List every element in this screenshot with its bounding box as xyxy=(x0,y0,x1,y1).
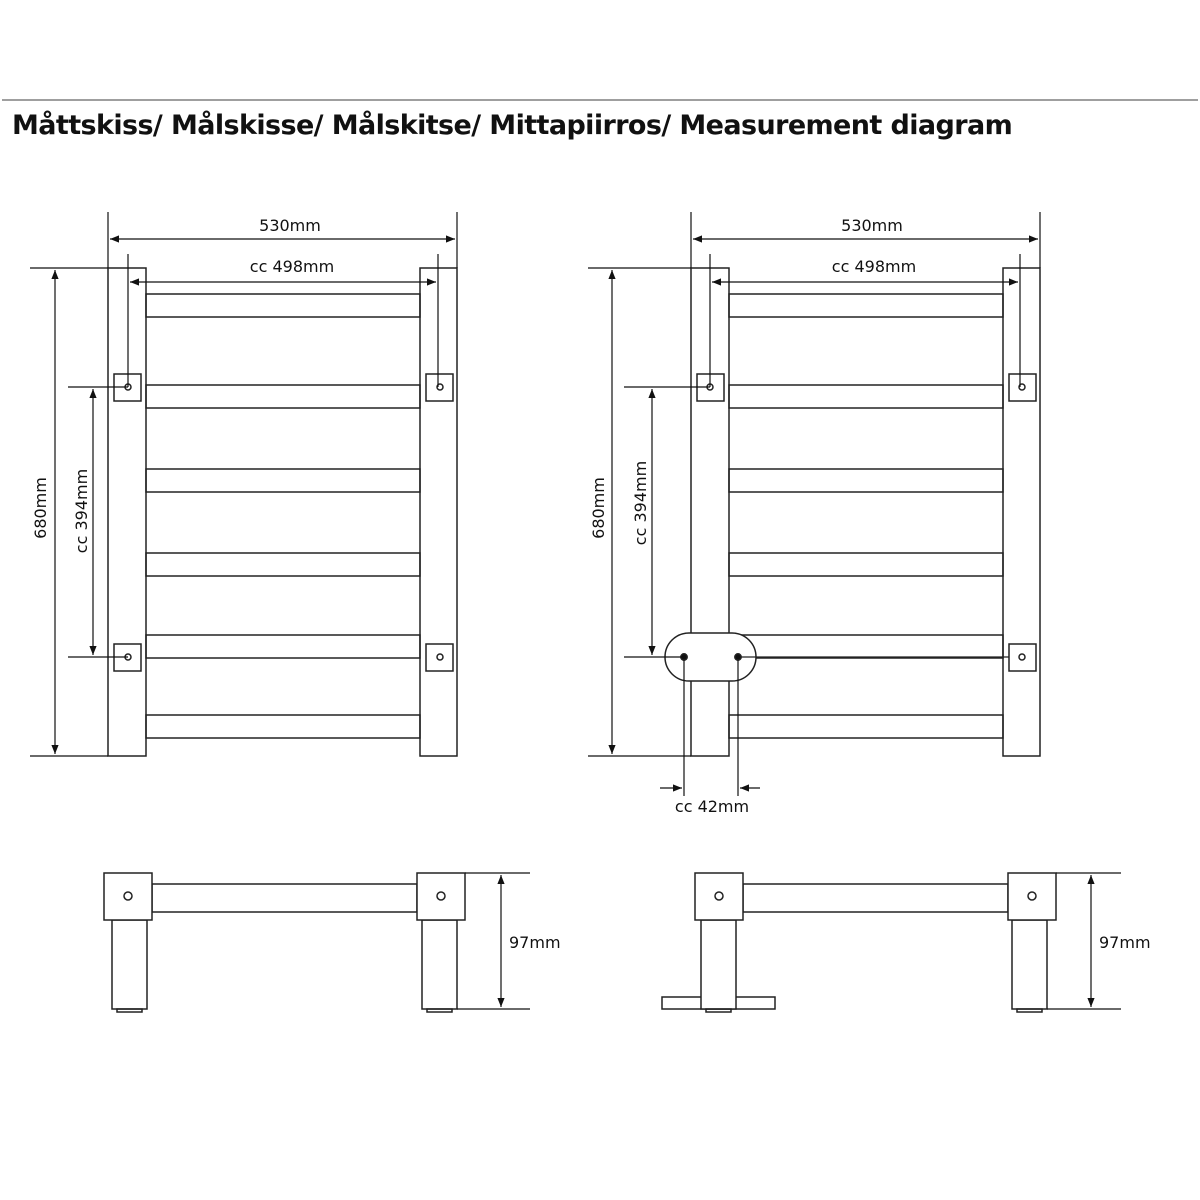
right-upright xyxy=(1003,268,1040,756)
leg-foot xyxy=(706,1009,731,1012)
leg xyxy=(1012,920,1047,1009)
rail-bar xyxy=(146,294,420,317)
end-cap xyxy=(417,873,465,920)
side-view-left xyxy=(104,873,465,1012)
rail-bar xyxy=(729,385,1003,408)
rail-bar xyxy=(146,715,420,738)
rail-bar xyxy=(146,635,420,658)
leg-foot xyxy=(1017,1009,1042,1012)
front-right-height-label: 680mm xyxy=(589,477,608,539)
front-left-cc-width-label: cc 498mm xyxy=(249,257,335,276)
front-right-cc-width-label: cc 498mm xyxy=(831,257,917,276)
front-left-height-label: 680mm xyxy=(31,477,50,539)
rail-bar xyxy=(729,715,1003,738)
wall-mount xyxy=(426,644,453,671)
front-right-cc-bottom-label: cc 42mm xyxy=(674,797,750,816)
end-cap xyxy=(695,873,743,920)
end-cap xyxy=(104,873,152,920)
leg-foot xyxy=(117,1009,142,1012)
rail-bar xyxy=(729,469,1003,492)
rail-bar xyxy=(729,294,1003,317)
left-upright xyxy=(108,268,146,756)
connection-point xyxy=(735,654,741,660)
rail-bar xyxy=(729,635,1003,658)
front-right-cc-height-label: cc 394mm xyxy=(631,460,650,546)
wall-mount xyxy=(426,374,453,401)
side-right-depth-label: 97mm xyxy=(1099,933,1151,952)
side-left-depth-label: 97mm xyxy=(509,933,561,952)
rail-bar xyxy=(146,385,420,408)
front-view-right xyxy=(665,268,1040,756)
front-right-width-label: 530mm xyxy=(841,216,903,235)
wall-mount xyxy=(1009,644,1036,671)
rail-bar xyxy=(146,553,420,576)
rail-bar xyxy=(146,469,420,492)
leg xyxy=(422,920,457,1009)
top-bar xyxy=(152,884,417,912)
front-view-left xyxy=(108,268,457,756)
page-title: Måttskiss/ Målskisse/ Målskitse/ Mittapiirros/ Measurement diagram xyxy=(12,110,1013,141)
front-left-width-label: 530mm xyxy=(259,216,321,235)
top-bar xyxy=(743,884,1008,912)
mount-hole xyxy=(437,654,443,660)
front-left-cc-height-label: cc 394mm xyxy=(72,468,91,554)
side-view-right xyxy=(662,873,1056,1012)
leg xyxy=(701,920,736,1009)
dimension-lines-front-right xyxy=(588,212,1040,796)
leg-foot xyxy=(427,1009,452,1012)
leg xyxy=(112,920,147,1009)
end-cap xyxy=(1008,873,1056,920)
rail-bar xyxy=(729,553,1003,576)
wall-mount xyxy=(1009,374,1036,401)
mount-hole xyxy=(1019,654,1025,660)
